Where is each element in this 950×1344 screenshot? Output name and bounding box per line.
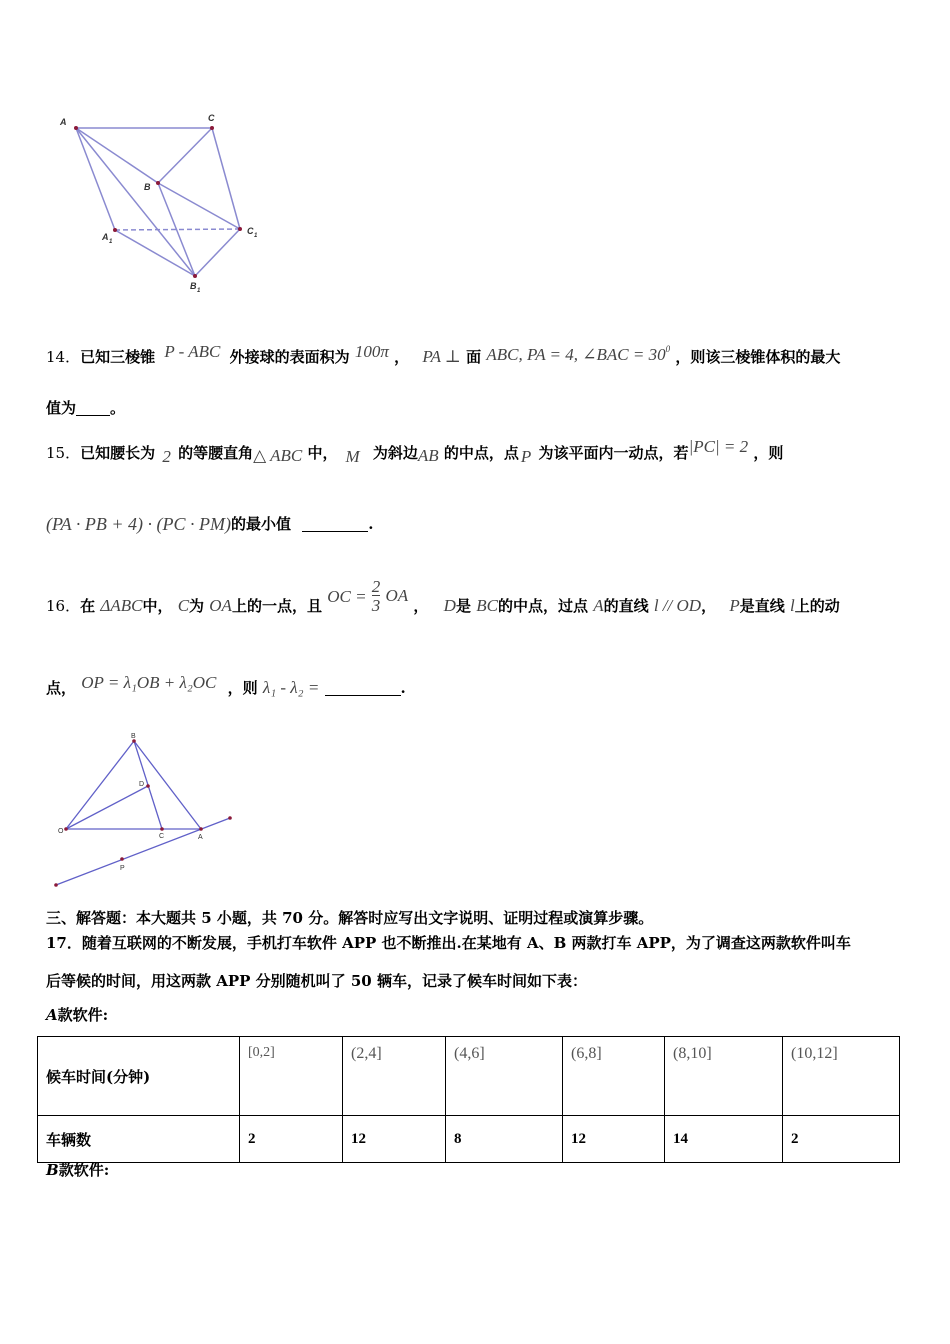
svg-text:1: 1 (109, 239, 113, 245)
label-D: D (139, 781, 145, 788)
section3-heading: 三、解答题：本大题共 5 小题，共 70 分。解答时应写出文字说明、证明过程或演算步骤。 (46, 909, 654, 927)
table-cell: [0,2] (240, 1037, 343, 1116)
q15-line1: 15．已知腰长为 2 的等腰直角△ ABC 中， M 为斜边AB 的中点，点 P 为该平面内一动点，若|PC| = 2 ，则 (46, 437, 784, 466)
q17-line1: 17．随着互联网的不断发展，手机打车软件 APP 也不断推出.在某地有 A、B 两款打车 APP，为了调查这两款软件叫车 (46, 934, 851, 952)
table-row (38, 1116, 900, 1163)
table-cell: 2 (240, 1116, 343, 1163)
q15-line2: (PA · PB + 4) · (PC · PM)的最小值 . (46, 514, 374, 534)
label-P: P (120, 865, 125, 872)
table-cell: (8,10] (665, 1037, 783, 1116)
q17-line2: 后等候的时间，用这两款 APP 分别随机叫了 50 辆车，记录了候车时间如下表： (46, 972, 587, 990)
q16-answer-blank[interactable] (325, 681, 401, 696)
label-A1: A (102, 232, 109, 242)
q15-answer-blank[interactable] (302, 517, 368, 532)
table-cell: 2 (783, 1116, 900, 1163)
table-cell: 12 (343, 1116, 446, 1163)
table-header-vehicle-count: 车辆数 (38, 1116, 240, 1163)
label-O: O (58, 828, 64, 835)
table-cell: (2,4] (343, 1037, 446, 1116)
label-A: A (60, 117, 67, 127)
table-row (38, 1037, 900, 1116)
table-a-label: A款软件: (46, 1006, 109, 1024)
table-cell: (6,8] (563, 1037, 665, 1116)
table-cell: (10,12] (783, 1037, 900, 1116)
q16-line2: 点， OP = λ₁OB + λ₂OC ，则 λ₁ - λ₂ = . (46, 673, 406, 697)
table-b-label: B款软件: (46, 1161, 110, 1179)
svg-text:1: 1 (254, 233, 258, 239)
triangle-figure (48, 728, 248, 893)
q16-line1: 16．在 ΔABC中， C为 OA上的一点，且 OC = $\frac{2}{3}$ OA ， D是 BC的中点，过点 A的直线 l // OD， P是直线 l上的动 (46, 577, 840, 615)
prism-figure (50, 108, 280, 298)
label-B: B (131, 733, 136, 740)
table-cell: 14 (665, 1116, 783, 1163)
q14-line2: 值为 。 (46, 399, 126, 417)
q14-answer-blank[interactable] (76, 401, 110, 416)
table-cell: (4,6] (446, 1037, 563, 1116)
table-a (37, 1036, 900, 1163)
label-C: C (159, 833, 165, 840)
q14-line1: 14．已知三棱锥 P - ABC 外接球的表面积为 100π ， PA ⊥ 面 ABC, PA = 4, ∠BAC = $30^0$ ，则该三棱锥体积的最大 (46, 341, 841, 366)
label-B1: B (190, 281, 197, 291)
label-B: B (144, 182, 151, 192)
table-header-wait-time: 候车时间(分钟) (38, 1037, 240, 1116)
label-C1: C (247, 226, 254, 236)
table-cell: 12 (563, 1116, 665, 1163)
table-cell: 8 (446, 1116, 563, 1163)
svg-text:1: 1 (197, 288, 201, 294)
label-A: A (198, 834, 203, 841)
label-C: C (208, 113, 215, 123)
